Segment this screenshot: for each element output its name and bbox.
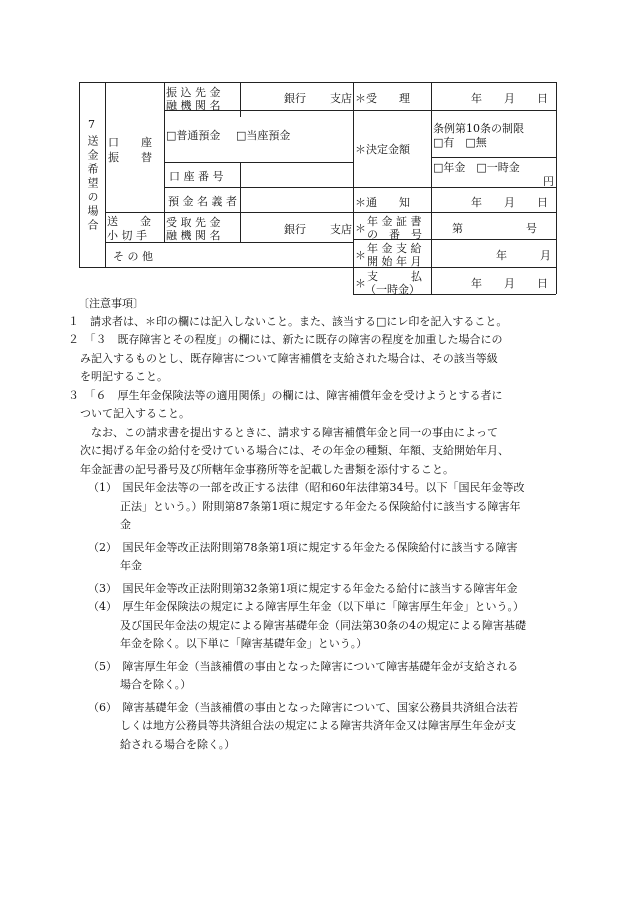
table-border xyxy=(431,157,556,158)
shiharai-star: ＊ xyxy=(355,277,366,290)
furikomi-saki-label: 振 込 先 金 xyxy=(166,86,221,99)
kogitte-label: 小 切 手 xyxy=(107,229,147,242)
note-subitem: （1） 国民年金法等の一部を改正する法律（昭和60年法律第34号。以下「国民年金等改 xyxy=(88,481,525,494)
sonota-label: そ の 他 xyxy=(113,250,153,263)
branch-name-suffix: 支店 xyxy=(330,92,352,105)
table-border xyxy=(164,187,353,188)
note-subitem: （5） 障害厚生年金（当該補償の事由となった障害について障害基礎年金が支給される xyxy=(88,659,519,673)
note-subitem: （2） 国民年金等改正法附則第78条第1項に規定する年金たる保険給付に該当する障害 xyxy=(88,540,518,554)
note-subitem: （4） 厚生年金保険法の規定による障害厚生年金（以下単に「障害厚生年金」という。） xyxy=(88,600,524,613)
section-label: 送金希望の場合 xyxy=(86,135,99,233)
table-border xyxy=(353,187,556,188)
note-item: なお、この請求書を提出するときに、請求する障害補償年金と同一の事由によって xyxy=(80,425,498,439)
tsuchi-label: ＊通 知 xyxy=(355,196,410,209)
bank-name-suffix: 銀行 xyxy=(284,92,306,105)
note-item: 年金証書の記号番号及び所轄年金事務所等を記載した書類を添付すること。 xyxy=(80,462,454,476)
note-subitem: 金 xyxy=(120,518,131,531)
note-item: 次に掲げる年金の給付を受けている場合には、その年金の種類、年額、支給開始年月、 xyxy=(80,444,509,457)
table-border xyxy=(431,82,432,294)
note-subitem: 給される場合を除く。） xyxy=(120,737,236,751)
nenkin-ichiji-options[interactable]: □年金 □一時金 xyxy=(433,161,520,174)
juri-label: ＊受 理 xyxy=(355,92,410,105)
touza-yokin-checkbox[interactable]: □当座預金 xyxy=(236,129,291,142)
shikyu-star: ＊ xyxy=(355,249,366,262)
note-subitem: 年金 xyxy=(120,559,142,572)
note-subitem: 場合を除く。） xyxy=(120,678,192,691)
bank-name-suffix: 銀行 xyxy=(284,223,306,236)
table-border xyxy=(79,82,353,83)
table-border xyxy=(79,267,353,268)
table-border xyxy=(353,110,556,111)
note-subitem: 正法」という。）附則第87条第1項に規定する年金たる保険給付に該当する障害年 xyxy=(120,499,521,513)
furikae-label: 振 替 xyxy=(108,151,152,164)
shikyu-date: 年 月 xyxy=(496,249,551,262)
shousho-label: 年 金 証 書 xyxy=(367,215,422,228)
kouza-label: 口 座 xyxy=(108,136,152,149)
note-subitem: しくは地方公務員等共済組合法の規定による障害共済年金又は障害厚生年金が支 xyxy=(120,719,516,732)
shiharai-label: 支 払 xyxy=(367,270,422,283)
furikomi-saki-label-2: 融 機 関 名 xyxy=(166,99,221,112)
note-item: ２ 「３ 既存障害とその程度」の欄には、新たに既存の障害の程度を加重した場合にの xyxy=(68,333,503,346)
table-border xyxy=(79,82,80,267)
note-subitem: （3） 国民年金等改正法附則第32条第1項に規定する年金たる給付に該当する障害年金 xyxy=(88,581,518,595)
table-border xyxy=(353,82,354,294)
branch-name-suffix: 支店 xyxy=(330,223,352,236)
shousho-dai: 第 xyxy=(452,222,463,235)
table-border xyxy=(240,82,241,117)
futsuu-yokin-checkbox[interactable]: □普通預金 xyxy=(166,129,221,142)
notes-heading: 〔注意事項〕 xyxy=(78,297,144,310)
note-item: １ 請求者は、＊印の欄には記入しないこと。また、該当する□にレ印を記入すること。 xyxy=(68,314,508,328)
table-border xyxy=(105,82,106,267)
tsuchi-date: 年 月 日 xyxy=(471,196,548,209)
section-number: 7 xyxy=(88,118,95,131)
notes-section xyxy=(68,296,560,752)
table-border xyxy=(240,162,241,242)
shiharai-label-2: （一時金） xyxy=(365,283,420,296)
jourei-options[interactable]: □有 □無 xyxy=(433,136,487,149)
kettei-kingaku-label: ＊決定金額 xyxy=(355,143,410,156)
note-item: ３ 「６ 厚生年金保険法等の適用関係」の欄には、障害補償年金を受けようとする者に xyxy=(68,388,503,402)
shikyu-label-2: 開 始 年 月 xyxy=(367,255,422,268)
note-item: み記入するものとし、既存障害について障害補償を支給された場合は、その該当等級 xyxy=(80,351,498,365)
note-item: を明記すること。 xyxy=(80,370,168,383)
uketori-saki-label-2: 融 機 関 名 xyxy=(166,229,221,242)
soukin-label: 送 金 xyxy=(107,215,151,228)
jourei-label: 条例第10条の制限 xyxy=(433,122,524,135)
juri-date: 年 月 日 xyxy=(471,92,548,105)
note-subitem: 及び国民年金法の規定による障害基礎年金（同法第30条の4の規定による障害基礎 xyxy=(120,618,526,632)
shousho-star: ＊ xyxy=(355,222,366,235)
kouza-bangou-label: 口 座 番 号 xyxy=(169,170,224,183)
table-border xyxy=(556,82,557,294)
shousho-label-2: の 番 号 xyxy=(367,228,422,241)
table-border xyxy=(164,162,353,163)
shikyu-label: 年 金 支 給 xyxy=(367,242,422,255)
note-item: ついて記入すること。 xyxy=(80,407,190,420)
shiharai-date: 年 月 日 xyxy=(471,277,548,290)
note-subitem: 年金を除く。以下単に「障害基礎年金」という。） xyxy=(120,637,368,650)
uketori-saki-label: 受 取 先 金 xyxy=(166,216,221,229)
shousho-gou: 号 xyxy=(526,222,537,235)
table-border xyxy=(353,82,556,83)
yen-unit: 円 xyxy=(543,175,554,188)
yokin-meigi-label: 預 金 名 義 者 xyxy=(168,195,237,208)
note-subitem: （6） 障害基礎年金（当該補償の事由となった障害について、国家公務員共済組合法若 xyxy=(88,700,519,714)
